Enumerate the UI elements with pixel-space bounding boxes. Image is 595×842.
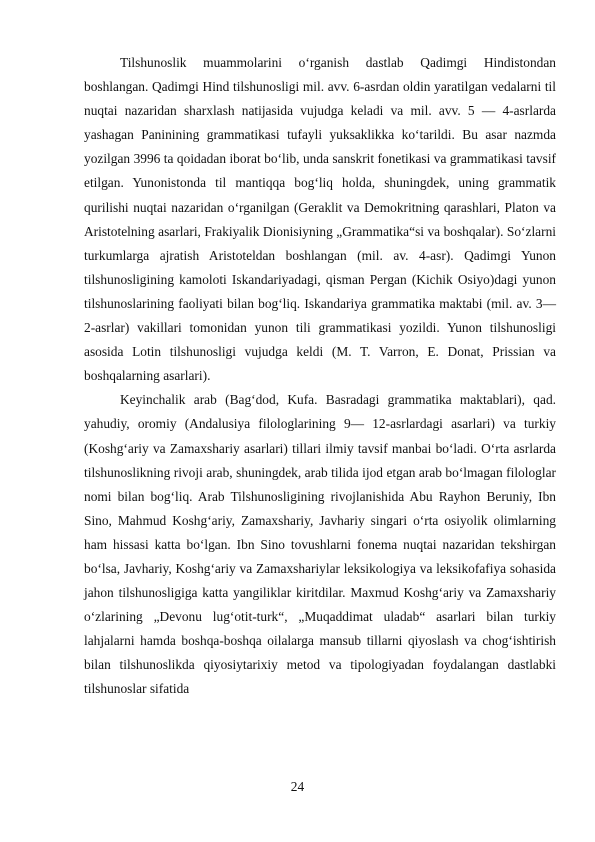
page-number: 24	[290, 779, 305, 794]
paragraph-2: Keyinchalik arab (Bag‘dod, Kufa. Basradagi grammatika maktablari), qad. yahudiy, oromiy (Andalusiya filologlarining 9— 12-asrlardagi asarlari) va turkiy (Koshg‘ariy va Zamaxshariy asarlari) tillari ilmiy tavsif manbai bo‘ladi. O‘rta asrlarda tilshunoslikning rivoji arab, shuningdek, arab tilida ijod etgan arab bo‘lmagan filologlar nomi bilan bog‘liq. Arab Tilshunosligining rivojlanishida Abu Rayhon Beruniy, Ibn Sino, Mahmud Koshg‘ariy, Zamaxshariy, Javhariy singari o‘rta osiyolik olimlarning ham hissasi katta bo‘lgan. Ibn Sino tovushlarni fonema nuqtai nazaridan tekshirgan bo‘lsa, Javhariy, Koshg‘ariy va Zamaxshariylar leksikologiya va leksikofafiya sohasida jahon tilshunosligiga katta yangiliklar kiritdilar. Maxmud Koshg‘ariy va Zamaxshariy o‘zlarining „Devonu lug‘otit-turk“, „Muqaddimat uladab“ asarlari bilan turkiy lahjalarni hamda boshqa-boshqa oilalarga mansub tillarni qiyoslash va chog‘ishtirish bilan tilshunoslikda qiyosiytarixiy metod va tipologiyadan foydalangan dastlabki tilshunoslar sifatida	[84, 392, 556, 697]
document-page	[84, 51, 556, 702]
paragraph-1: Tilshunoslik muammolarini o‘rganish dastlab Qadimgi Hindistondan boshlangan. Qadimgi Hind tilshunosligi mil. avv. 6-asrdan oldin yaratilgan vedalarni til nuqtai nazaridan sharxlash natijasida vujudga keladi va mil. avv. 5 — 4-asrlarda yashagan Paninining grammatikasi tufayli yuksaklikka ko‘tarildi. Bu asar nazmda yozilgan 3996 ta qoidadan iborat bo‘lib, unda sanskrit fonetikasi va grammatikasi tavsif etilgan. Yunonistonda til mantiqqa bog‘liq holda, shuningdek, uning grammatik qurilishi nuqtai nazaridan o‘rganilgan (Geraklit va Demokritning qarashlari, Platon va Aristotelning asarlari, Frakiyalik Dionisiyning „Grammatika“si va boshqalar). So‘zlarni turkumlarga ajratish Aristoteldan boshlangan (mil. av. 4-asr). Qadimgi Yunon tilshunosligining kamoloti Iskandariyadagi, qisman Pergan (Kichik Osiyo)dagi yunon tilshunoslarining faoliyati bilan bog‘liq. Iskandariya grammatika maktabi (mil. av. 3—2-asrlar) vakillari tomonidan yunon tili grammatikasi yozildi. Yunon tilshunosligi asosida Lotin tilshunosligi vujudga keldi (M. T. Varron, E. Donat, Prissian va boshqalarning asarlari).	[84, 55, 556, 384]
